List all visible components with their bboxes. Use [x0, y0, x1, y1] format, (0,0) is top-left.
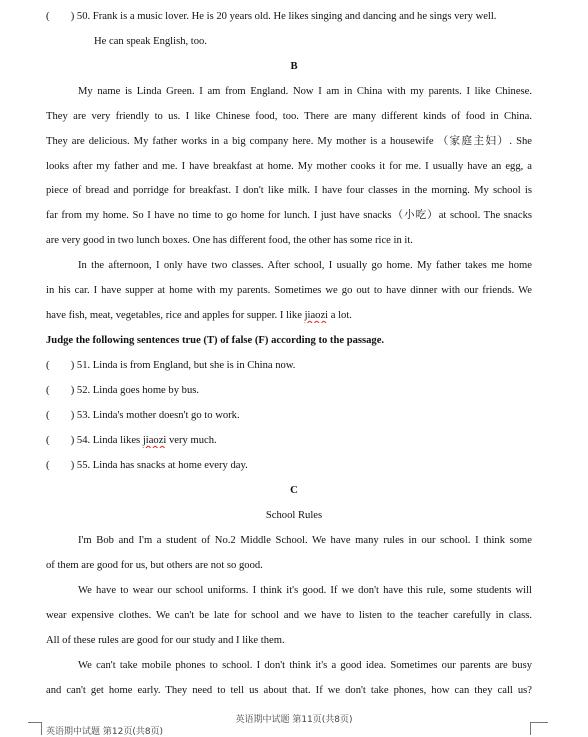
- question-55: [46, 459, 532, 473]
- b-paragraph-1-line: piece of bread and porridge for breakfast. I don't like milk. I have four classes in the morning. My school is: [46, 185, 532, 196]
- jiaozi-word: jiaozi: [142, 435, 167, 446]
- question-text: Linda is from England, but she is in China now.: [92, 360, 296, 371]
- b-paragraph-2-text: have fish, meat, vegetables, rice and apples for supper. I like: [46, 310, 305, 321]
- b-paragraph-1-line: My name is Linda Green. I am from England. Now I am in China with my parents. I like Chinese.: [78, 86, 532, 97]
- question-51: [46, 359, 532, 373]
- question-number: ( ) 53.: [46, 410, 91, 421]
- b-paragraph-1-line: They are very friendly to us. I like Chinese food, too. There are many different kinds of food in China.: [46, 111, 532, 122]
- question-text: Linda's mother doesn't go to work.: [92, 410, 240, 421]
- crop-mark: [41, 722, 42, 735]
- crop-mark: [530, 722, 548, 723]
- page-footer-left: 英语期中试题 第12页(共8页): [46, 727, 164, 737]
- question-number: ( ) 55.: [46, 460, 91, 471]
- b-paragraph-1-line: are very good in two lunch boxes. One has different food, the other has some rice in it.: [46, 235, 413, 246]
- question-50: [46, 10, 532, 24]
- c-paragraph-3-line: and can't get home early. They need to tell us about that. If we don't take phones, how can they call us?: [46, 685, 532, 696]
- section-c-heading: C: [290, 485, 298, 496]
- b-paragraph-2-line: [46, 309, 532, 323]
- c-paragraph-2-line: We have to wear our school uniforms. I think it's good. If we don't have this rule, some students will: [78, 585, 532, 596]
- question-52: [46, 384, 532, 398]
- b-paragraph-2-line: In the afternoon, I only have two classes. After school, I usually go home. My father takes me home: [78, 260, 532, 271]
- c-paragraph-1-line: of them are good for us, but others are not so good.: [46, 560, 263, 571]
- crop-mark: [530, 722, 531, 735]
- b-paragraph-2-line: in his car. I have supper at home with my parents. Sometimes we go out to have dinner with our friends. We: [46, 285, 532, 296]
- question-text: Linda goes home by bus.: [92, 385, 200, 396]
- question-number: ( ) 52.: [46, 385, 91, 396]
- page-footer-center: 英语期中试题 第11页(共8页): [235, 715, 353, 725]
- question-number: ( ) 51.: [46, 360, 91, 371]
- question-53: [46, 409, 532, 423]
- c-paragraph-3-line: We can't take mobile phones to school. I don't think it's a good idea. Sometimes our parents are busy: [78, 660, 532, 671]
- b-paragraph-1-line: looks after my father and me. I have breakfast at home. My mother cooks it for me. I usually have an egg, a: [46, 161, 532, 172]
- c-paragraph-2-line: All of these rules are good for our study and I like them.: [46, 635, 285, 646]
- section-c-title: School Rules: [265, 510, 323, 521]
- b-paragraph-2-text-end: a lot.: [328, 310, 352, 321]
- jiaozi-word: jiaozi: [304, 310, 329, 321]
- question-text-end: very much.: [166, 435, 217, 446]
- question-54: [46, 434, 532, 448]
- question-50-text: Frank is a music lover. He is 20 years old. He likes singing and dancing and he sings very well.: [92, 11, 497, 22]
- question-50-continued: He can speak English, too.: [94, 36, 207, 47]
- c-paragraph-1-line: I'm Bob and I'm a student of No.2 Middle School. We have many rules in our school. I think some: [78, 535, 532, 546]
- crop-mark: [28, 722, 42, 723]
- question-text: Linda likes: [92, 435, 143, 446]
- question-number: ( ) 54.: [46, 435, 91, 446]
- question-text: Linda has snacks at home every day.: [92, 460, 248, 471]
- b-paragraph-1-line: far from my home. So I have no time to go home for lunch. I just have snacks（小吃）at school. The snacks: [46, 210, 532, 221]
- judge-instruction: Judge the following sentences true (T) of false (F) according to the passage.: [46, 335, 385, 346]
- question-50-number: ( ) 50.: [46, 11, 91, 22]
- c-paragraph-2-line: wear expensive clothes. We can't be late for school and we have to listen to the teacher carefully in class.: [46, 610, 532, 621]
- section-b-heading: B: [290, 61, 298, 72]
- b-paragraph-1-line: They are delicious. My father works in a big company here. My mother is a housewife （家庭主妇）. She: [46, 136, 532, 147]
